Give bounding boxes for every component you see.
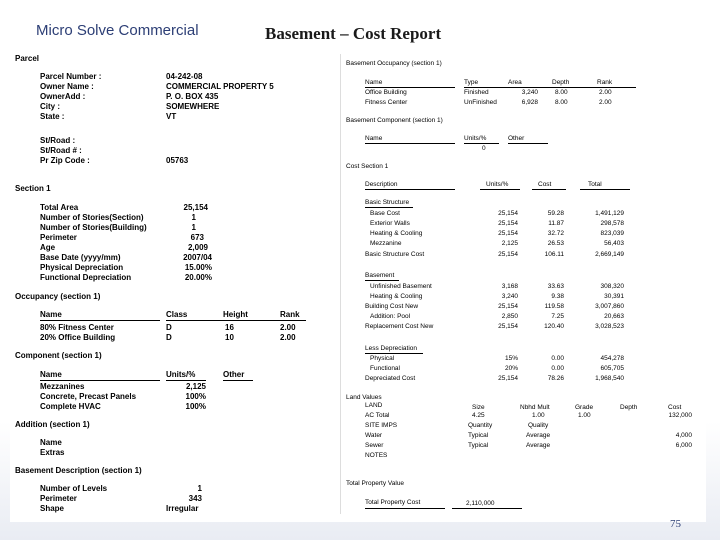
cost-total: 605,705 xyxy=(600,365,624,372)
heading-underline xyxy=(365,353,423,354)
component-col-other: Other xyxy=(223,370,245,379)
occupancy-col-name: Name xyxy=(40,310,62,319)
section1-label: Age xyxy=(40,243,56,252)
app-title: Micro Solve Commercial xyxy=(36,22,199,39)
header-underline xyxy=(532,189,566,190)
occupancy-col-class: Class xyxy=(166,310,188,319)
cost-units: 2,125 xyxy=(501,240,518,247)
occupancy-col-height: Height xyxy=(223,310,248,319)
component-units: 100% xyxy=(185,402,206,411)
cost-cost: 0.00 xyxy=(551,365,564,372)
section1-label: Base Date (yyyy/mm) xyxy=(40,253,121,262)
occupancy-rank: 2.00 xyxy=(280,323,296,332)
occupancy-class: D xyxy=(166,323,172,332)
header-underline xyxy=(580,189,630,190)
parcel-value: 05763 xyxy=(166,156,189,165)
section1-label: Physical Depreciation xyxy=(40,263,124,272)
land-size: Quantity xyxy=(468,422,493,429)
header-underline xyxy=(166,380,206,381)
basement-occupancy-area: 3,240 xyxy=(521,89,538,96)
header-underline xyxy=(464,143,499,144)
land-size: 4.25 xyxy=(472,412,485,419)
header-underline xyxy=(223,380,253,381)
land-row-name: Water xyxy=(365,432,383,439)
parcel-label: City : xyxy=(40,102,60,111)
total-property-heading: Total Property Value xyxy=(346,480,405,487)
parcel-label: St/Road # : xyxy=(40,146,82,155)
cost-units: 25,154 xyxy=(498,323,518,330)
cost-col-units: Units/% xyxy=(486,181,509,188)
header-underline xyxy=(508,143,548,144)
basement-component-col-name: Name xyxy=(365,135,383,142)
cost-col-description: Description xyxy=(365,181,398,188)
less-depreciation-heading: Less Depreciation xyxy=(365,345,418,352)
cost-cost: 78.26 xyxy=(547,375,564,382)
basement-component-col-other: Other xyxy=(508,135,525,142)
cost-desc: Base Cost xyxy=(370,210,400,217)
basement-occupancy-rank: 2.00 xyxy=(599,99,612,106)
cost-cost: 59.28 xyxy=(547,210,564,217)
basement-description-value: Irregular xyxy=(166,504,199,513)
section1-value: 2,009 xyxy=(187,243,208,252)
basement-occupancy-depth: 8.00 xyxy=(555,89,568,96)
land-col-grade: Grade xyxy=(575,404,594,411)
cost-section-heading: Cost Section 1 xyxy=(346,163,389,170)
cost-cost: 9.38 xyxy=(551,293,564,300)
cost-total: 1,968,540 xyxy=(595,375,624,382)
cost-total: 308,320 xyxy=(600,283,624,290)
parcel-value: 04-242-08 xyxy=(166,72,203,81)
component-name: Complete HVAC xyxy=(40,402,101,411)
basement-description-value: 1 xyxy=(197,484,202,493)
occupancy-heading: Occupancy (section 1) xyxy=(15,292,101,301)
land-row-name: Sewer xyxy=(365,442,384,449)
cost-units: 25,154 xyxy=(498,220,518,227)
cost-cost: 0.00 xyxy=(551,355,564,362)
parcel-heading: Parcel xyxy=(15,54,40,63)
cost-total: 454,278 xyxy=(600,355,624,362)
addition-extras: Extras xyxy=(40,448,65,457)
cost-cost: 119.58 xyxy=(544,303,564,310)
component-name: Mezzanines xyxy=(40,382,85,391)
addition-heading: Addition (section 1) xyxy=(15,420,90,429)
section1-label: Perimeter xyxy=(40,233,77,242)
basement-occupancy-name: Office Building xyxy=(365,89,407,96)
occupancy-height: 10 xyxy=(225,333,234,342)
parcel-label: Pr Zip Code : xyxy=(40,156,90,165)
section1-value: 1 xyxy=(191,223,196,232)
section1-value: 673 xyxy=(190,233,204,242)
cost-total: 3,007,860 xyxy=(595,303,624,310)
report-document xyxy=(10,46,706,522)
section1-label: Functional Depreciation xyxy=(40,273,132,282)
land-cost: 6,000 xyxy=(675,442,692,449)
cost-units: 25,154 xyxy=(498,230,518,237)
basement-description-value: 343 xyxy=(188,494,202,503)
section1-label: Number of Stories(Building) xyxy=(40,223,147,232)
basement-occupancy-col-depth: Depth xyxy=(552,79,570,86)
parcel-label: Parcel Number : xyxy=(40,72,102,81)
land-nbhd: Average xyxy=(526,442,551,449)
basement-heading: Basement xyxy=(365,272,395,279)
cost-cost: 120.40 xyxy=(544,323,564,330)
basement-component-heading: Basement Component (section 1) xyxy=(346,117,443,124)
report-title: Basement – Cost Report xyxy=(265,24,442,43)
cost-desc: Basic Structure Cost xyxy=(365,251,425,258)
header-underline xyxy=(365,143,455,144)
basement-occupancy-col-rank: Rank xyxy=(597,79,613,86)
occupancy-rank: 2.00 xyxy=(280,333,296,342)
basement-occupancy-name: Fitness Center xyxy=(365,99,408,106)
cost-desc: Building Cost New xyxy=(365,303,419,310)
land-row-name: AC Total xyxy=(365,412,390,419)
total-underline xyxy=(365,508,445,509)
land-col-size: Size xyxy=(472,404,485,411)
land-nbhd: 1.00 xyxy=(532,412,545,419)
total-property-label: Total Property Cost xyxy=(365,499,421,506)
cost-desc: Unfinished Basement xyxy=(370,283,432,290)
basement-occupancy-area: 6,928 xyxy=(521,99,538,106)
occupancy-name: 80% Fitness Center xyxy=(40,323,114,332)
section1-value: 20.00% xyxy=(184,273,212,282)
section1-label: Number of Stories(Section) xyxy=(40,213,144,222)
component-heading: Component (section 1) xyxy=(15,351,102,360)
heading-underline xyxy=(365,280,399,281)
land-row-name: SITE IMPS xyxy=(365,422,398,429)
parcel-value: P. O. BOX 435 xyxy=(166,92,219,101)
cost-cost: 33.63 xyxy=(547,283,564,290)
land-col-nbhd-mult: Nbhd Mult xyxy=(520,404,550,411)
cost-units: 25,154 xyxy=(498,375,518,382)
cost-desc: Heating & Cooling xyxy=(370,230,423,237)
section1-label: Total Area xyxy=(40,203,79,212)
basement-occupancy-col-name: Name xyxy=(365,79,383,86)
cost-desc: Exterior Walls xyxy=(370,220,410,227)
page-number: 75 xyxy=(670,518,681,530)
parcel-value: SOMEWHERE xyxy=(166,102,220,111)
land-size: Typical xyxy=(468,442,489,449)
heading-underline xyxy=(365,207,413,208)
land-row-name: NOTES xyxy=(365,452,388,459)
cost-units: 25,154 xyxy=(498,210,518,217)
land-values-heading: Land Values xyxy=(346,394,382,401)
basement-description-label: Number of Levels xyxy=(40,484,108,493)
parcel-value: VT xyxy=(166,112,177,121)
component-col-units: Units/% xyxy=(166,370,196,379)
component-units: 2,125 xyxy=(185,382,206,391)
cost-col-total: Total xyxy=(588,181,602,188)
cost-desc: Depreciated Cost xyxy=(365,375,416,382)
cost-desc: Physical xyxy=(370,355,395,362)
component-name: Concrete, Precast Panels xyxy=(40,392,137,401)
header-underline xyxy=(464,87,636,88)
cost-cost: 106.11 xyxy=(544,251,564,258)
basement-occupancy-col-type: Type xyxy=(464,79,479,86)
land-nbhd: Average xyxy=(526,432,551,439)
cost-cost: 11.87 xyxy=(548,220,564,227)
cost-desc: Heating & Cooling xyxy=(370,293,423,300)
addition-name: Name xyxy=(40,438,62,447)
land-nbhd: Quality xyxy=(528,422,549,429)
land-cost: 4,000 xyxy=(675,432,692,439)
occupancy-col-rank: Rank xyxy=(280,310,300,319)
cost-units: 2,850 xyxy=(501,313,518,320)
section1-value: 15.00% xyxy=(184,263,212,272)
column-divider xyxy=(340,54,341,514)
basic-structure-heading: Basic Structure xyxy=(365,199,410,206)
cost-desc: Addition: Pool xyxy=(370,313,411,320)
cost-total: 3,028,523 xyxy=(595,323,624,330)
cost-desc: Replacement Cost New xyxy=(365,323,434,330)
occupancy-name: 20% Office Building xyxy=(40,333,116,342)
header-underline xyxy=(365,87,455,88)
section1-value: 1 xyxy=(191,213,196,222)
cost-total: 823,039 xyxy=(600,230,624,237)
basement-component-col-units: Units/% xyxy=(464,135,487,142)
basement-component-value: 0 xyxy=(482,145,486,152)
land-col-depth: Depth xyxy=(620,404,638,411)
cost-units: 3,240 xyxy=(501,293,518,300)
cost-total: 20,663 xyxy=(604,313,624,320)
cost-cost: 32.72 xyxy=(547,230,564,237)
cost-total: 1,491,129 xyxy=(595,210,624,217)
cost-cost: 26.53 xyxy=(547,240,564,247)
land-size: Typical xyxy=(468,432,489,439)
land-row-name: LAND xyxy=(365,402,383,409)
cost-units: 3,168 xyxy=(501,283,518,290)
cost-desc: Mezzanine xyxy=(370,240,402,247)
basement-occupancy-depth: 8.00 xyxy=(555,99,568,106)
total-property-value: 2,110,000 xyxy=(466,500,495,507)
parcel-label: Owner Name : xyxy=(40,82,94,91)
cost-units: 20% xyxy=(504,365,518,372)
component-units: 100% xyxy=(185,392,206,401)
parcel-label: St/Road : xyxy=(40,136,76,145)
cost-cost: 7.25 xyxy=(551,313,564,320)
header-underline xyxy=(166,320,306,321)
header-underline xyxy=(40,320,160,321)
total-underline xyxy=(452,508,522,509)
occupancy-height: 16 xyxy=(225,323,234,332)
header-underline xyxy=(40,380,160,381)
land-col-cost: Cost xyxy=(668,404,682,411)
parcel-label: State : xyxy=(40,112,65,121)
basement-description-label: Perimeter xyxy=(40,494,77,503)
basement-occupancy-heading: Basement Occupancy (section 1) xyxy=(346,60,442,67)
cost-total: 56,403 xyxy=(604,240,624,247)
header-underline xyxy=(365,189,455,190)
basement-occupancy-rank: 2.00 xyxy=(599,89,612,96)
cost-col-cost: Cost xyxy=(538,181,552,188)
cost-total: 30,391 xyxy=(604,293,624,300)
basement-occupancy-col-area: Area xyxy=(508,79,522,86)
land-cost: 132,000 xyxy=(668,412,692,419)
section1-value: 25,154 xyxy=(183,203,208,212)
component-col-name: Name xyxy=(40,370,62,379)
parcel-value: COMMERCIAL PROPERTY 5 xyxy=(166,82,274,91)
cost-total: 2,669,149 xyxy=(595,251,624,258)
land-grade: 1.00 xyxy=(578,412,591,419)
cost-units: 15% xyxy=(504,355,518,362)
cost-units: 25,154 xyxy=(498,251,518,258)
parcel-label: OwnerAdd : xyxy=(40,92,86,101)
header-underline xyxy=(480,189,520,190)
occupancy-class: D xyxy=(166,333,172,342)
cost-total: 298,578 xyxy=(600,220,624,227)
basement-description-label: Shape xyxy=(40,504,65,513)
cost-units: 25,154 xyxy=(498,303,518,310)
section1-heading: Section 1 xyxy=(15,184,51,193)
basement-description-heading: Basement Description (section 1) xyxy=(15,466,142,475)
basement-occupancy-type: Finished xyxy=(464,89,489,96)
basement-occupancy-type: UnFinished xyxy=(464,99,497,106)
section1-value: 2007/04 xyxy=(183,253,212,262)
cost-desc: Functional xyxy=(370,365,400,372)
